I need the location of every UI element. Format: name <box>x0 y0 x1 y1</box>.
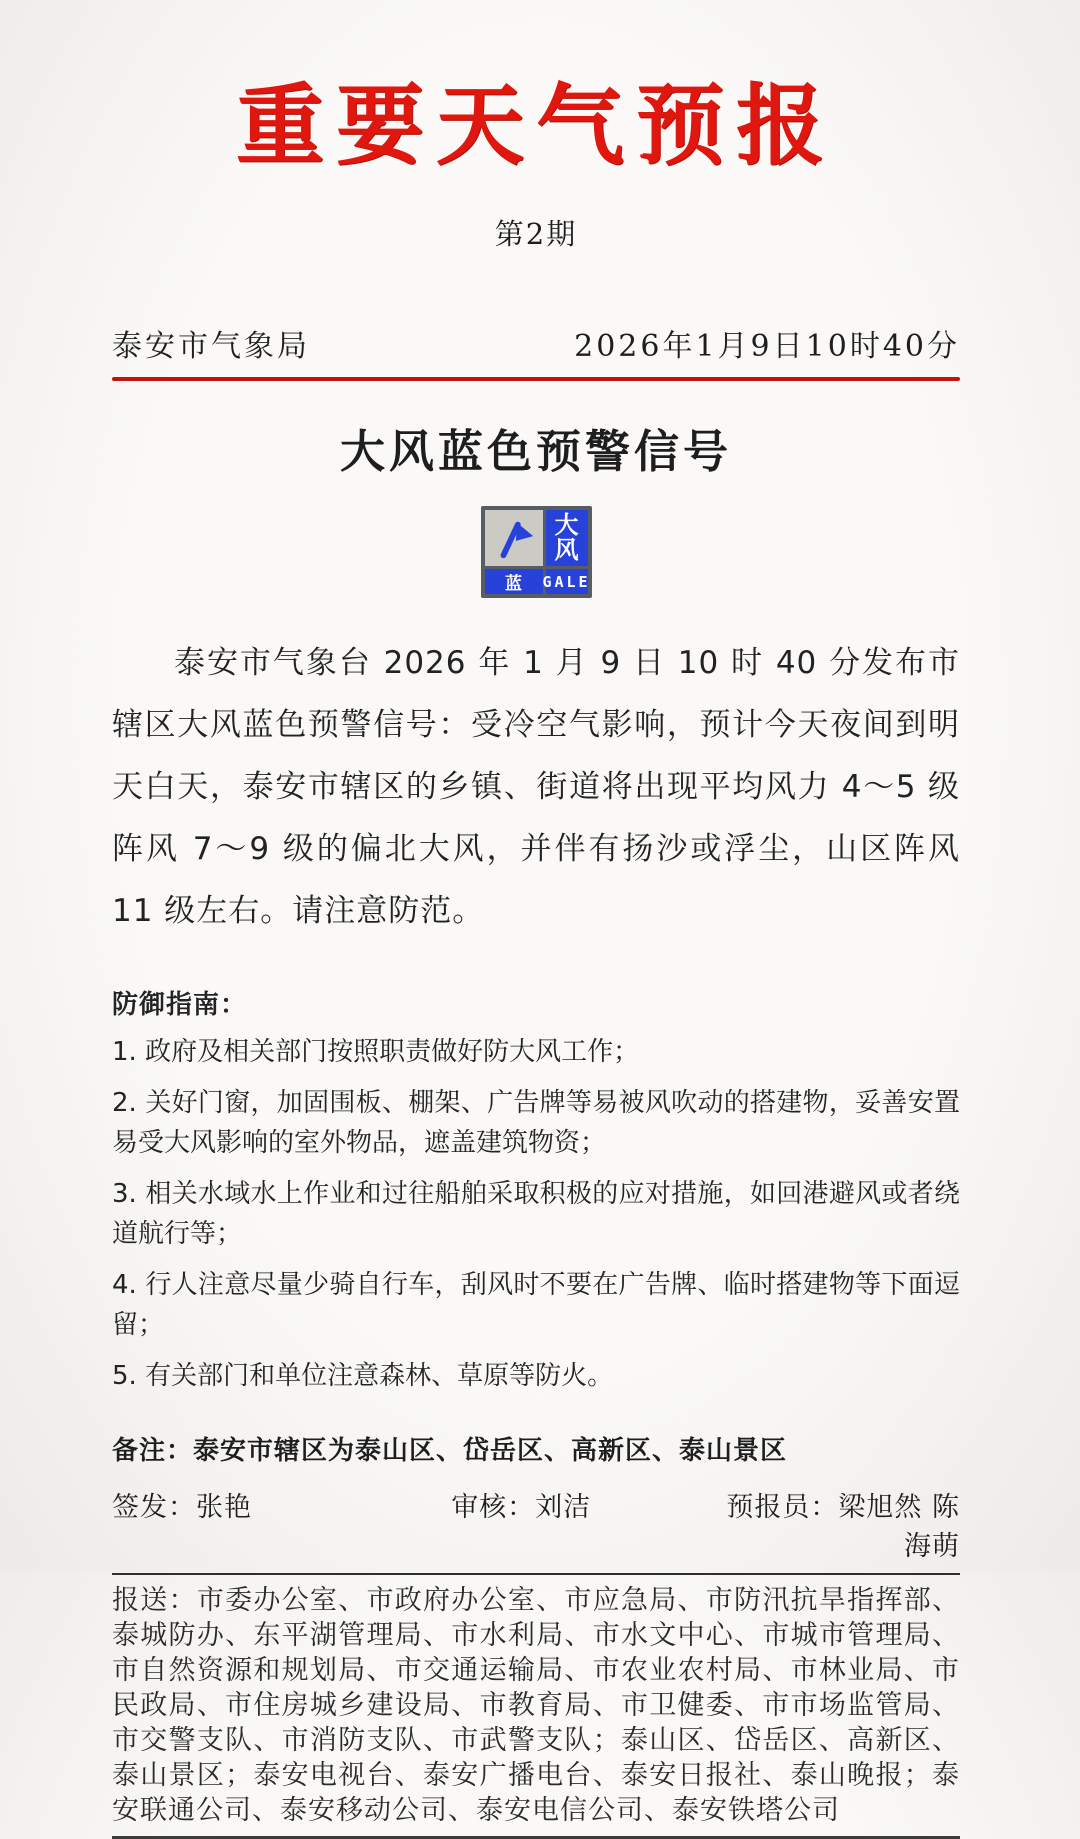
defense-guide-heading: 防御指南： <box>112 990 248 1020</box>
page-title: 重要天气预报 <box>235 73 836 177</box>
badge-level-label: 蓝 <box>485 569 543 594</box>
defense-guide-section <box>112 984 960 1396</box>
issue-datetime: 2026年1月9日10时40分 <box>574 329 960 364</box>
forecaster-names: 梁旭然 陈海萌 <box>838 1492 960 1562</box>
guide-item-1: 1. 政府及相关部门按照职责做好防大风工作； <box>112 1037 640 1067</box>
badge-type-label: 大风 <box>554 511 579 564</box>
red-divider <box>112 377 960 381</box>
warning-badge-container <box>112 506 960 598</box>
agency-name: 泰安市气象局 <box>112 329 310 364</box>
guide-item-5: 5. 有关部门和单位注意森林、草原等防火。 <box>112 1361 614 1391</box>
reviewer-name: 刘洁 <box>535 1492 592 1523</box>
forecaster-label: 预报员： <box>726 1492 839 1523</box>
header-row <box>112 321 960 365</box>
guide-item-4: 4. 行人注意尽量少骑自行车，刮风时不要在广告牌、临时搭建物等下面逗留； <box>112 1270 960 1340</box>
remarks-text: 泰安市辖区为泰山区、岱岳区、高新区、泰山景区 <box>193 1436 788 1466</box>
guide-item-3: 3. 相关水域水上作业和过往船舶采取积极的应对措施，如回港避风或者绕道航行等； <box>112 1179 960 1249</box>
issuer-label: 签发： <box>112 1492 196 1523</box>
issuer-name: 张艳 <box>196 1492 252 1523</box>
forecaster-field <box>723 1485 960 1563</box>
distribution-list <box>112 1583 960 1839</box>
warning-signal-heading: 大风蓝色预警信号 <box>339 425 732 478</box>
badge-type-cell <box>546 510 588 566</box>
wind-flag-icon <box>485 510 543 566</box>
warning-body-paragraph: 泰安市气象台 2026 年 1 月 9 日 10 时 40 分发布市辖区大风蓝色预警信号：受冷空气影响，预计今天夜间到明天白天，泰安市辖区的乡镇、街道将出现平均风力 4～5 级阵风 7～9 级的偏北大风，并伴有扬沙或浮尘，山区阵风 11 级左右。请注意防范。 <box>112 645 960 929</box>
gale-blue-warning-badge <box>481 506 592 598</box>
issuer-field <box>112 1485 451 1563</box>
issue-number: 第2期 <box>494 217 578 251</box>
badge-english-label: GALE <box>546 569 588 594</box>
reviewer-label: 审核： <box>451 1492 536 1523</box>
remarks-line <box>112 1430 960 1467</box>
guide-item-2: 2. 关好门窗，加固围板、棚架、广告牌等易被风吹动的搭建物，妥善安置易受大风影响的室外物品，遮盖建筑物资； <box>112 1088 960 1158</box>
signoff-row <box>112 1485 960 1575</box>
remarks-label: 备注： <box>112 1436 194 1466</box>
distribution-label: 报送： <box>112 1585 197 1616</box>
distribution-text: 市委办公室、市政府办公室、市应急局、市防汛抗旱指挥部、泰城防办、东平湖管理局、市水利局、市水文中心、市城市管理局、市自然资源和规划局、市交通运输局、市农业农村局、市林业局、市民政局、市住房城乡建设局、市教育局、市卫健委、市市场监管局、市交警支队、市消防支队、市武警支队；泰山区、岱岳区、高新区、泰山景区；泰安电视台、泰安广播电台、泰安日报社、泰山晚报；泰安联通公司、泰安移动公司、泰安电信公司、泰安铁塔公司 <box>112 1585 960 1826</box>
reviewer-field <box>451 1485 722 1563</box>
